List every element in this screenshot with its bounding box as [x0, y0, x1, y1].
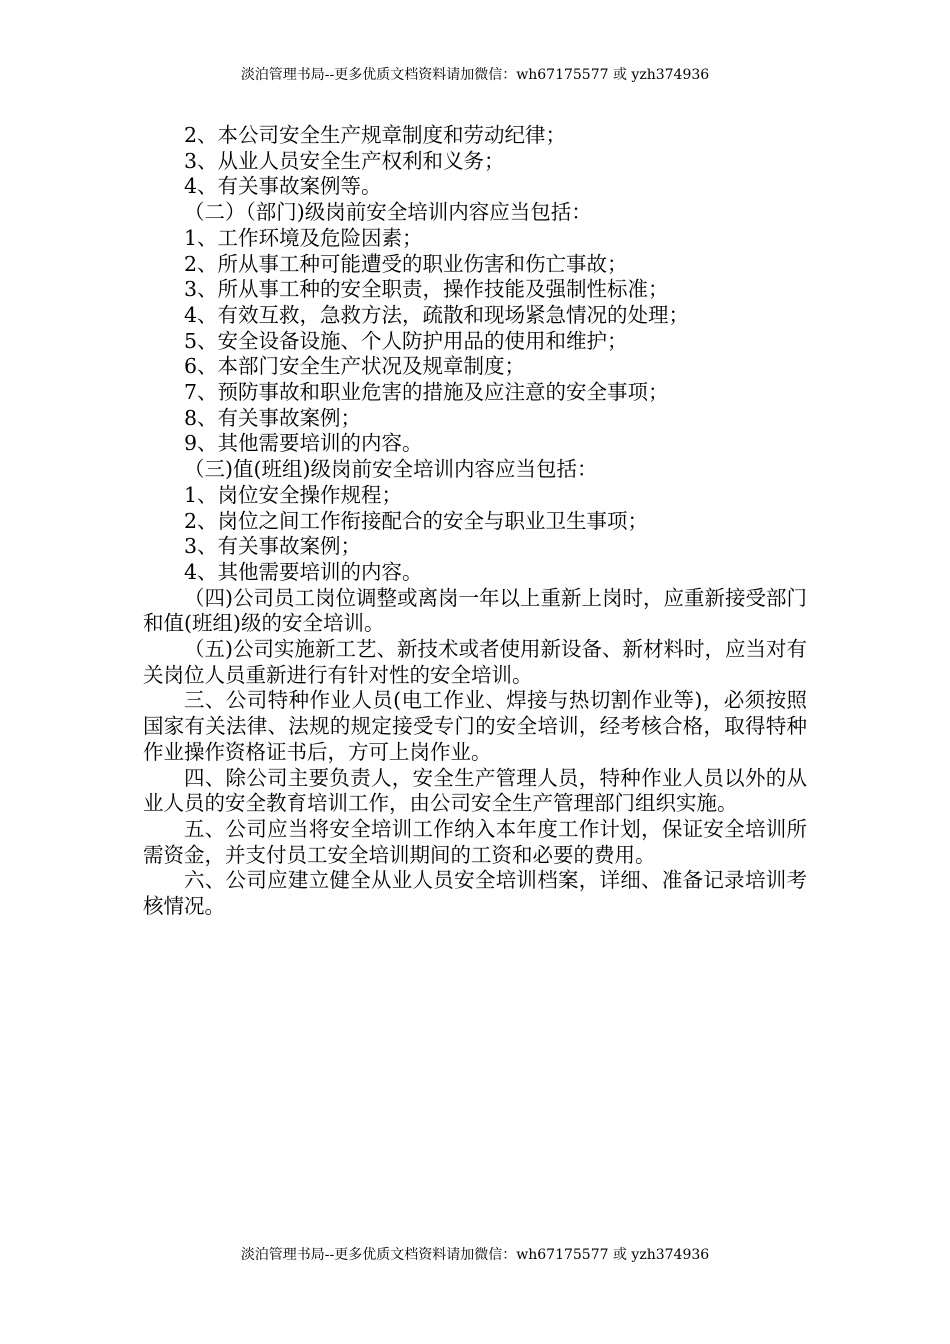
paragraph: 五、公司应当将安全培训工作纳入本年度工作计划，保证安全培训所需资金，并支付员工安全培训期间的工资和必要的费用。 [143, 816, 807, 867]
paragraph: 3、从业人员安全生产权利和义务； [184, 148, 505, 173]
paragraph: 4、有关事故案例等。 [184, 174, 382, 199]
document-body [143, 123, 807, 920]
paragraph: 2、所从事工种可能遭受的职业伤害和伤亡事故； [184, 251, 628, 276]
paragraph: （四)公司员工岗位调整或离岗一年以上重新上岗时，应重新接受部门和值(班组)级的安全培训。 [143, 585, 807, 636]
paragraph: 六、公司应建立健全从业人员安全培训档案，详细、准备记录培训考核情况。 [143, 868, 807, 919]
paragraph: 3、有关事故案例； [184, 534, 362, 559]
paragraph: 1、工作环境及危险因素； [184, 225, 423, 250]
paragraph: 7、预防事故和职业危害的措施及应注意的安全事项； [184, 380, 669, 405]
paragraph: 三、公司特种作业人员(电工作业、焊接与热切割作业等)，必须按照国家有关法律、法规的规定接受专门的安全培训，经考核合格，取得特种作业操作资格证书后，方可上岗作业。 [143, 688, 807, 764]
paragraph: 2、本公司安全生产规章制度和劳动纪律； [184, 123, 567, 147]
paragraph: 5、安全设备设施、个人防护用品的使用和维护； [184, 328, 628, 353]
paragraph: 1、岗位安全操作规程； [184, 482, 403, 507]
paragraph: 四、除公司主要负责人，安全生产管理人员，特种作业人员以外的从业人员的安全教育培训工作，由公司安全生产管理部门组织实施。 [143, 765, 807, 816]
paragraph: 4、有效互救，急救方法，疏散和现场紧急情况的处理； [184, 302, 690, 327]
paragraph: 8、有关事故案例； [184, 405, 362, 430]
paragraph: 6、本部门安全生产状况及规章制度； [184, 354, 526, 379]
paragraph: 4、其他需要培训的内容。 [184, 559, 423, 584]
paragraph: 9、其他需要培训的内容。 [184, 431, 423, 456]
paragraph: 2、岗位之间工作衔接配合的安全与职业卫生事项； [184, 508, 649, 533]
section-heading: （三)值(班组)级岗前安全培训内容应当包括： [184, 457, 598, 482]
page-footer: 淡泊管理书局--更多优质文档资料请加微信：wh67175577 或 yzh374936 [240, 1247, 710, 1263]
paragraph: 3、所从事工种的安全职责，操作技能及强制性标准； [184, 277, 669, 302]
paragraph: （五)公司实施新工艺、新技术或者使用新设备、新材料时，应当对有关岗位人员重新进行有针对性的安全培训。 [143, 637, 807, 687]
page-header: 淡泊管理书局--更多优质文档资料请加微信：wh67175577 或 yzh374936 [240, 67, 710, 83]
section-heading: （二）（部门)级岗前安全培训内容应当包括： [184, 200, 592, 225]
